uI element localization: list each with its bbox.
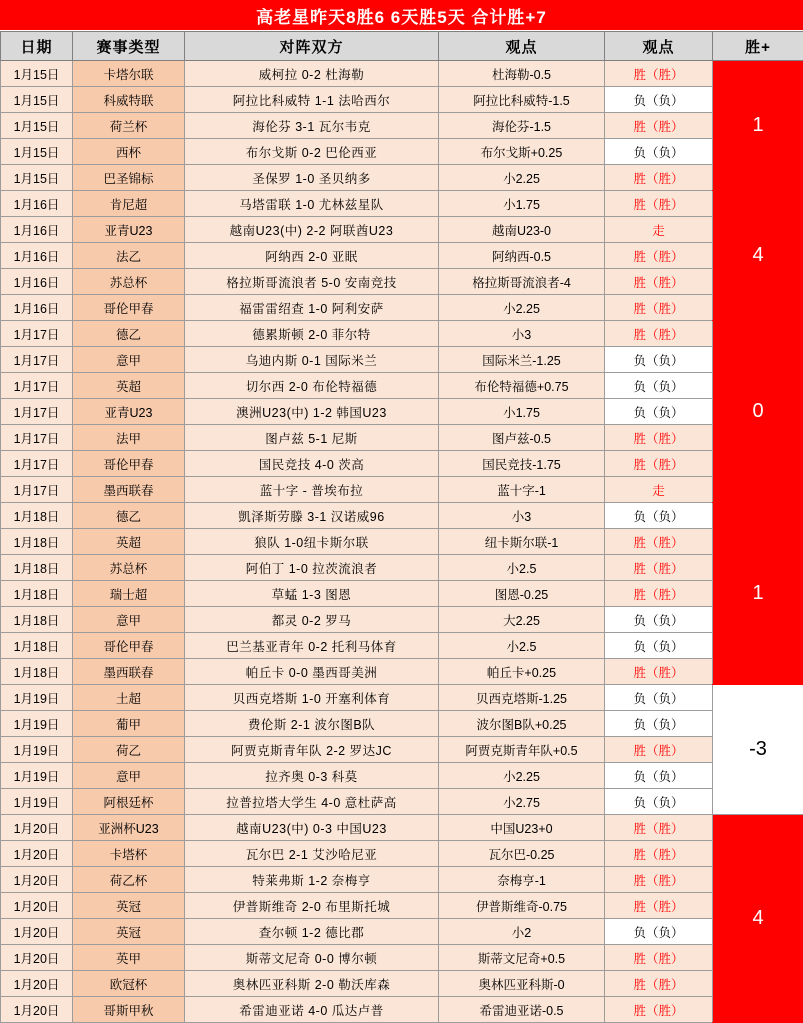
column-header-view: 观点	[439, 32, 605, 61]
cell-view: 国民竞技-1.75	[439, 451, 605, 477]
table-body	[1, 61, 803, 1023]
column-header-match: 对阵双方	[185, 32, 439, 61]
cell-match: 格拉斯哥流浪者 5-0 安南竞技	[185, 269, 439, 295]
cell-date: 1月16日	[1, 295, 73, 321]
cell-league: 哥伦甲春	[73, 451, 185, 477]
table-row	[1, 217, 803, 243]
cell-view: 希雷迪亚诺-0.5	[439, 997, 605, 1023]
cell-view: 瓦尔巴-0.25	[439, 841, 605, 867]
cell-view: 杜海勒-0.5	[439, 61, 605, 87]
cell-date: 1月20日	[1, 815, 73, 841]
cell-match: 拉普拉塔大学生 4-0 意杜萨高	[185, 789, 439, 815]
table-row	[1, 113, 803, 139]
cell-date: 1月15日	[1, 87, 73, 113]
cell-result: 负（负）	[605, 919, 713, 945]
cell-match: 拉齐奥 0-3 科莫	[185, 763, 439, 789]
cell-match: 贝西克塔斯 1-0 开塞利体育	[185, 685, 439, 711]
cell-date: 1月19日	[1, 685, 73, 711]
cell-match: 圣保罗 1-0 圣贝纳多	[185, 165, 439, 191]
cell-match: 布尔戈斯 0-2 巴伦西亚	[185, 139, 439, 165]
table-header-row	[1, 32, 803, 61]
cell-view: 奥林匹亚科斯-0	[439, 971, 605, 997]
cell-match: 阿贾克斯青年队 2-2 罗达JC	[185, 737, 439, 763]
cell-result: 负（负）	[605, 503, 713, 529]
cell-view: 小2	[439, 919, 605, 945]
cell-match: 帕丘卡 0-0 墨西哥美洲	[185, 659, 439, 685]
table-row	[1, 711, 803, 737]
cell-match: 国民竞技 4-0 茨高	[185, 451, 439, 477]
cell-group-sum: 1	[713, 61, 803, 191]
table-row	[1, 659, 803, 685]
cell-view: 布伦特福德+0.75	[439, 373, 605, 399]
cell-view: 帕丘卡+0.25	[439, 659, 605, 685]
cell-date: 1月20日	[1, 841, 73, 867]
cell-result: 走	[605, 217, 713, 243]
cell-date: 1月20日	[1, 945, 73, 971]
cell-league: 德乙	[73, 321, 185, 347]
cell-group-sum: 4	[713, 191, 803, 321]
cell-result: 胜（胜）	[605, 191, 713, 217]
cell-view: 小2.25	[439, 165, 605, 191]
table-row	[1, 87, 803, 113]
cell-date: 1月19日	[1, 763, 73, 789]
cell-view: 小1.75	[439, 399, 605, 425]
cell-date: 1月18日	[1, 633, 73, 659]
cell-league: 科威特联	[73, 87, 185, 113]
cell-result: 胜（胜）	[605, 867, 713, 893]
cell-view: 布尔戈斯+0.25	[439, 139, 605, 165]
table-row	[1, 295, 803, 321]
table-row	[1, 685, 803, 711]
cell-view: 小3	[439, 503, 605, 529]
cell-match: 瓦尔巴 2-1 艾沙哈尼亚	[185, 841, 439, 867]
cell-date: 1月15日	[1, 113, 73, 139]
table-row	[1, 607, 803, 633]
cell-view: 小3	[439, 321, 605, 347]
table-row	[1, 971, 803, 997]
column-header-sum: 胜+	[713, 32, 803, 61]
cell-league: 巴圣锦标	[73, 165, 185, 191]
cell-match: 阿纳西 2-0 亚眠	[185, 243, 439, 269]
table-row	[1, 867, 803, 893]
cell-league: 哥伦甲春	[73, 633, 185, 659]
cell-result: 胜（胜）	[605, 841, 713, 867]
cell-match: 希雷迪亚诺 4-0 瓜达卢普	[185, 997, 439, 1023]
cell-match: 都灵 0-2 罗马	[185, 607, 439, 633]
cell-view: 小1.75	[439, 191, 605, 217]
cell-date: 1月18日	[1, 503, 73, 529]
table-header	[1, 32, 803, 61]
cell-match: 特莱弗斯 1-2 奈梅亨	[185, 867, 439, 893]
cell-match: 威柯拉 0-2 杜海勒	[185, 61, 439, 87]
cell-date: 1月19日	[1, 789, 73, 815]
cell-result: 胜（胜）	[605, 269, 713, 295]
cell-date: 1月18日	[1, 607, 73, 633]
cell-result: 胜（胜）	[605, 425, 713, 451]
cell-match: 福雷雷绍查 1-0 阿利安萨	[185, 295, 439, 321]
cell-date: 1月19日	[1, 737, 73, 763]
table-row	[1, 789, 803, 815]
cell-view: 斯蒂文尼奇+0.5	[439, 945, 605, 971]
cell-date: 1月15日	[1, 165, 73, 191]
cell-view: 奈梅亨-1	[439, 867, 605, 893]
cell-date: 1月17日	[1, 425, 73, 451]
cell-league: 英超	[73, 529, 185, 555]
cell-league: 英超	[73, 373, 185, 399]
cell-date: 1月18日	[1, 659, 73, 685]
table-row	[1, 633, 803, 659]
cell-match: 乌迪内斯 0-1 国际米兰	[185, 347, 439, 373]
cell-league: 哥斯甲秋	[73, 997, 185, 1023]
cell-date: 1月15日	[1, 139, 73, 165]
cell-league: 西杯	[73, 139, 185, 165]
cell-result: 胜（胜）	[605, 659, 713, 685]
cell-date: 1月18日	[1, 581, 73, 607]
cell-result: 负（负）	[605, 347, 713, 373]
cell-date: 1月20日	[1, 997, 73, 1023]
cell-result: 负（负）	[605, 87, 713, 113]
cell-date: 1月20日	[1, 919, 73, 945]
cell-match: 查尔顿 1-2 德比郡	[185, 919, 439, 945]
table-row	[1, 997, 803, 1023]
cell-group-sum: 4	[713, 815, 803, 1023]
cell-match: 德累斯顿 2-0 菲尔特	[185, 321, 439, 347]
cell-match: 草蜢 1-3 图恩	[185, 581, 439, 607]
cell-match: 图卢兹 5-1 尼斯	[185, 425, 439, 451]
cell-result: 胜（胜）	[605, 945, 713, 971]
cell-result: 负（负）	[605, 685, 713, 711]
cell-view: 海伦芬-1.5	[439, 113, 605, 139]
cell-league: 荷乙	[73, 737, 185, 763]
cell-result: 负（负）	[605, 607, 713, 633]
table-row	[1, 893, 803, 919]
cell-date: 1月20日	[1, 867, 73, 893]
cell-result: 胜（胜）	[605, 113, 713, 139]
cell-league: 卡塔尔联	[73, 61, 185, 87]
cell-date: 1月17日	[1, 451, 73, 477]
cell-view: 波尔图B队+0.25	[439, 711, 605, 737]
cell-result: 胜（胜）	[605, 243, 713, 269]
cell-date: 1月17日	[1, 321, 73, 347]
cell-date: 1月20日	[1, 893, 73, 919]
cell-result: 胜（胜）	[605, 451, 713, 477]
table-row	[1, 919, 803, 945]
cell-view: 图恩-0.25	[439, 581, 605, 607]
table-row	[1, 347, 803, 373]
cell-match: 切尔西 2-0 布伦特福德	[185, 373, 439, 399]
cell-result: 胜（胜）	[605, 815, 713, 841]
table-row	[1, 191, 803, 217]
cell-league: 意甲	[73, 607, 185, 633]
cell-league: 荷乙杯	[73, 867, 185, 893]
cell-league: 亚青U23	[73, 399, 185, 425]
cell-league: 哥伦甲春	[73, 295, 185, 321]
cell-date: 1月16日	[1, 243, 73, 269]
cell-result: 胜（胜）	[605, 971, 713, 997]
table-row	[1, 529, 803, 555]
table-row	[1, 373, 803, 399]
cell-result: 胜（胜）	[605, 737, 713, 763]
results-table	[0, 31, 803, 1023]
cell-view: 阿贾克斯青年队+0.5	[439, 737, 605, 763]
cell-league: 英甲	[73, 945, 185, 971]
cell-result: 负（负）	[605, 763, 713, 789]
cell-date: 1月17日	[1, 347, 73, 373]
cell-match: 伊普斯维奇 2-0 布里斯托城	[185, 893, 439, 919]
cell-result: 负（负）	[605, 633, 713, 659]
table-row	[1, 841, 803, 867]
cell-league: 英冠	[73, 919, 185, 945]
cell-result: 胜（胜）	[605, 893, 713, 919]
cell-date: 1月17日	[1, 477, 73, 503]
cell-date: 1月17日	[1, 373, 73, 399]
cell-result: 胜（胜）	[605, 529, 713, 555]
cell-league: 意甲	[73, 763, 185, 789]
cell-view: 伊普斯维奇-0.75	[439, 893, 605, 919]
cell-view: 阿拉比科威特-1.5	[439, 87, 605, 113]
page-title: 高老星昨天8胜6 6天胜5天 合计胜+7	[0, 0, 803, 31]
cell-match: 马塔雷联 1-0 尤林兹星队	[185, 191, 439, 217]
cell-group-sum: 0	[713, 321, 803, 503]
cell-result: 负（负）	[605, 789, 713, 815]
cell-match: 澳洲U23(中) 1-2 韩国U23	[185, 399, 439, 425]
cell-date: 1月16日	[1, 191, 73, 217]
cell-result: 走	[605, 477, 713, 503]
cell-match: 凱泽斯劳滕 3-1 汉诺威96	[185, 503, 439, 529]
cell-result: 胜（胜）	[605, 61, 713, 87]
table-row	[1, 269, 803, 295]
cell-league: 英冠	[73, 893, 185, 919]
cell-league: 亚青U23	[73, 217, 185, 243]
column-header-date: 日期	[1, 32, 73, 61]
cell-match: 海伦芬 3-1 瓦尔韦克	[185, 113, 439, 139]
cell-result: 胜（胜）	[605, 581, 713, 607]
cell-result: 负（负）	[605, 711, 713, 737]
table-row	[1, 243, 803, 269]
cell-view: 纽卡斯尔联-1	[439, 529, 605, 555]
cell-view: 小2.5	[439, 555, 605, 581]
cell-league: 苏总杯	[73, 555, 185, 581]
cell-match: 斯蒂文尼奇 0-0 博尔顿	[185, 945, 439, 971]
table-row	[1, 477, 803, 503]
cell-match: 蓝十字 - 普埃布拉	[185, 477, 439, 503]
cell-group-sum: -3	[713, 685, 803, 815]
table-row	[1, 503, 803, 529]
cell-league: 墨西联春	[73, 477, 185, 503]
table-row	[1, 425, 803, 451]
cell-result: 胜（胜）	[605, 997, 713, 1023]
table-row	[1, 321, 803, 347]
table-row	[1, 61, 803, 87]
cell-view: 蓝十字-1	[439, 477, 605, 503]
column-header-result: 观点	[605, 32, 713, 61]
cell-result: 胜（胜）	[605, 555, 713, 581]
table-row	[1, 451, 803, 477]
cell-match: 越南U23(中) 0-3 中国U23	[185, 815, 439, 841]
table-row	[1, 165, 803, 191]
cell-view: 图卢兹-0.5	[439, 425, 605, 451]
cell-result: 负（负）	[605, 373, 713, 399]
table-row	[1, 763, 803, 789]
cell-league: 法乙	[73, 243, 185, 269]
cell-match: 越南U23(中) 2-2 阿联酋U23	[185, 217, 439, 243]
cell-league: 意甲	[73, 347, 185, 373]
table-row	[1, 399, 803, 425]
table-row	[1, 945, 803, 971]
cell-result: 胜（胜）	[605, 165, 713, 191]
cell-view: 中国U23+0	[439, 815, 605, 841]
cell-group-sum: 1	[713, 503, 803, 685]
cell-league: 土超	[73, 685, 185, 711]
table-row	[1, 737, 803, 763]
cell-view: 大2.25	[439, 607, 605, 633]
cell-date: 1月19日	[1, 711, 73, 737]
cell-view: 小2.5	[439, 633, 605, 659]
cell-league: 法甲	[73, 425, 185, 451]
table-row	[1, 139, 803, 165]
cell-view: 小2.25	[439, 295, 605, 321]
cell-view: 国际米兰-1.25	[439, 347, 605, 373]
cell-date: 1月16日	[1, 217, 73, 243]
cell-date: 1月15日	[1, 61, 73, 87]
table-row	[1, 581, 803, 607]
cell-league: 亚洲杯U23	[73, 815, 185, 841]
cell-match: 狼队 1-0纽卡斯尔联	[185, 529, 439, 555]
column-header-league: 赛事类型	[73, 32, 185, 61]
cell-view: 小2.75	[439, 789, 605, 815]
cell-league: 德乙	[73, 503, 185, 529]
cell-league: 瑞士超	[73, 581, 185, 607]
cell-date: 1月16日	[1, 269, 73, 295]
cell-league: 卡塔杯	[73, 841, 185, 867]
table-row	[1, 555, 803, 581]
cell-view: 阿纳西-0.5	[439, 243, 605, 269]
cell-view: 小2.25	[439, 763, 605, 789]
cell-league: 肯尼超	[73, 191, 185, 217]
cell-date: 1月18日	[1, 555, 73, 581]
cell-date: 1月20日	[1, 971, 73, 997]
cell-league: 欧冠杯	[73, 971, 185, 997]
cell-result: 负（负）	[605, 139, 713, 165]
cell-league: 墨西联春	[73, 659, 185, 685]
cell-match: 阿拉比科威特 1-1 法哈西尔	[185, 87, 439, 113]
cell-result: 胜（胜）	[605, 295, 713, 321]
cell-match: 巴兰基亚青年 0-2 托利马体育	[185, 633, 439, 659]
cell-league: 葡甲	[73, 711, 185, 737]
cell-result: 胜（胜）	[605, 321, 713, 347]
cell-view: 越南U23-0	[439, 217, 605, 243]
cell-result: 负（负）	[605, 399, 713, 425]
cell-date: 1月17日	[1, 399, 73, 425]
cell-match: 费伦斯 2-1 波尔图B队	[185, 711, 439, 737]
cell-match: 奥林匹亚科斯 2-0 勒沃库森	[185, 971, 439, 997]
cell-league: 苏总杯	[73, 269, 185, 295]
table-row	[1, 815, 803, 841]
cell-view: 格拉斯哥流浪者-4	[439, 269, 605, 295]
cell-date: 1月18日	[1, 529, 73, 555]
cell-match: 阿伯丁 1-0 拉茨流浪者	[185, 555, 439, 581]
cell-view: 贝西克塔斯-1.25	[439, 685, 605, 711]
cell-league: 荷兰杯	[73, 113, 185, 139]
cell-league: 阿根廷杯	[73, 789, 185, 815]
